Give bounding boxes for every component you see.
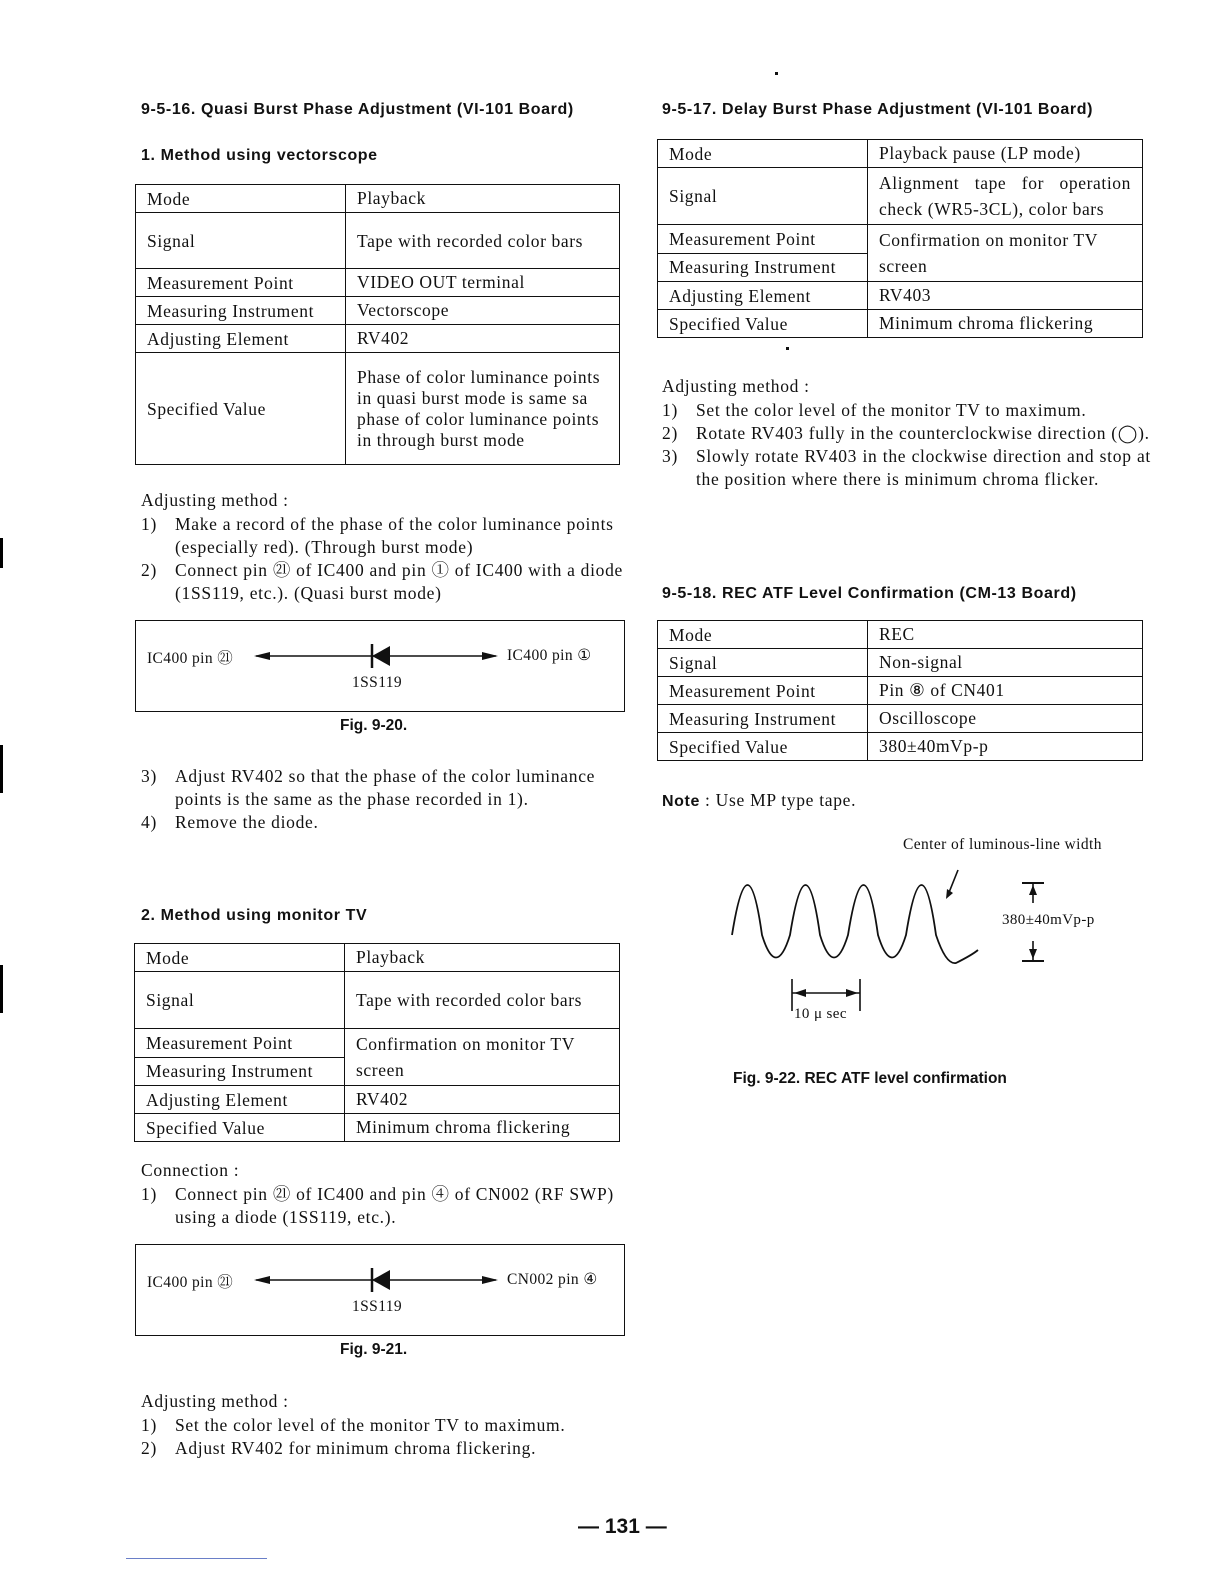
table-cell-value: Tape with recorded color bars xyxy=(345,972,620,1029)
table-cell-value: Oscilloscope xyxy=(868,705,1143,733)
connection-steps xyxy=(141,1183,631,1229)
adjusting-method-label-right: Adjusting method : xyxy=(662,376,810,396)
note-text: : Use MP type tape. xyxy=(705,790,857,810)
table-cell-label: Signal xyxy=(658,649,868,677)
step-number: 1) xyxy=(662,400,678,420)
section-title-9-5-17: 9-5-17. Delay Burst Phase Adjustment (VI-101 Board) xyxy=(662,101,1094,118)
table-cell-value: RV402 xyxy=(345,1086,620,1114)
list-item xyxy=(662,445,1151,491)
table-cell-value: VIDEO OUT terminal xyxy=(346,269,620,297)
adjusting-method-label: Adjusting method : xyxy=(141,490,289,510)
list-item xyxy=(141,513,631,559)
steps-list-1b xyxy=(141,765,631,834)
table-cell-label: Signal xyxy=(658,168,868,225)
table-cell-label: Signal xyxy=(136,213,346,269)
diode-label: 1SS119 xyxy=(352,674,403,691)
dot-mark xyxy=(786,347,789,350)
steps-list-1 xyxy=(141,513,631,605)
figure-9-20 xyxy=(135,620,625,712)
table-cell-value: Playback pause (LP mode) xyxy=(868,140,1143,168)
list-item xyxy=(141,811,631,834)
table-cell-label: Measuring Instrument xyxy=(658,705,868,733)
fig-left-label: IC400 pin ㉑ xyxy=(147,1274,234,1291)
table-cell-label: Mode xyxy=(135,944,345,972)
table-cell-value: Minimum chroma flickering xyxy=(868,310,1143,338)
table-cell-label: Mode xyxy=(658,140,868,168)
fig-right-label: CN002 pin ④ xyxy=(507,1271,598,1288)
table-cell-value: Non-signal xyxy=(868,649,1143,677)
step-number: 3) xyxy=(662,446,678,466)
spec-table-monitor xyxy=(134,943,620,1142)
table-cell-value: Vectorscope xyxy=(346,297,620,325)
step-number: 1) xyxy=(141,1415,157,1435)
table-cell-label: Specified Value xyxy=(135,1114,345,1142)
note-label: Note xyxy=(662,793,700,810)
table-cell-label: Measuring Instrument xyxy=(135,1057,345,1086)
table-cell-value: Alignment tape for operation check (WR5-3CL), color bars xyxy=(868,168,1143,225)
step-number: 2) xyxy=(141,1438,157,1458)
step-number: 1) xyxy=(141,514,157,534)
steps-list-right xyxy=(662,399,1151,491)
table-cell-value: Playback xyxy=(346,185,620,213)
table-cell-label: Specified Value xyxy=(136,353,346,465)
list-item xyxy=(141,559,631,605)
table-cell-value: Playback xyxy=(345,944,620,972)
list-item xyxy=(141,765,631,811)
list-item xyxy=(141,1437,631,1460)
table-cell-label: Measurement Point xyxy=(136,269,346,297)
table-cell-label: Measurement Point xyxy=(658,677,868,705)
table-cell-value: 380±40mVp-p xyxy=(868,733,1143,761)
step-text: Remove the diode. xyxy=(175,812,319,832)
dot-mark xyxy=(775,72,778,75)
margin-mark xyxy=(0,965,3,1013)
figure-9-21 xyxy=(135,1244,625,1336)
step-text: Make a record of the phase of the color luminance points (especially red). (Through burst mode) xyxy=(175,514,614,557)
table-cell-label: Adjusting Element xyxy=(135,1086,345,1114)
table-cell-value: Pin ⑧ of CN401 xyxy=(868,677,1143,705)
steps-list-2 xyxy=(141,1414,631,1460)
step-number: 2) xyxy=(662,423,678,443)
table-cell-value: REC xyxy=(868,621,1143,649)
table-cell-value: RV403 xyxy=(868,282,1143,310)
table-cell-label: Signal xyxy=(135,972,345,1029)
table-cell-label: Measuring Instrument xyxy=(658,253,868,282)
table-cell-value: RV402 xyxy=(346,325,620,353)
table-cell-label: Adjusting Element xyxy=(136,325,346,353)
section-title-9-5-18: 9-5-18. REC ATF Level Confirmation (CM-13 Board) xyxy=(662,585,1077,602)
table-cell-label: Adjusting Element xyxy=(658,282,868,310)
step-number: 1) xyxy=(141,1184,157,1204)
figure-caption-9-20: Fig. 9-20. xyxy=(340,717,408,734)
fig-right-label: IC400 pin ① xyxy=(507,647,592,664)
step-text: Connect pin ㉑ of IC400 and pin ① of IC400 with a diode (1SS119, etc.). (Quasi burst mode) xyxy=(175,560,624,603)
step-number: 3) xyxy=(141,766,157,786)
table-cell-label: Measuring Instrument xyxy=(136,297,346,325)
step-text: Rotate RV403 fully in the counterclockwise direction (◯). xyxy=(696,423,1150,443)
list-item xyxy=(141,1183,631,1229)
table-cell-value: Confirmation on monitor TV screen xyxy=(868,225,1143,282)
table-cell-value: Phase of color luminance points in quasi burst mode is same sa phase of color luminance points in through burst mode xyxy=(346,353,620,465)
margin-mark xyxy=(0,745,3,793)
step-text: Set the color level of the monitor TV to maximum. xyxy=(175,1415,566,1435)
table-cell-label: Measurement Point xyxy=(135,1029,345,1058)
diode-diagram xyxy=(136,1245,624,1335)
page-number: — 131 — xyxy=(578,1515,667,1538)
table-cell-value: Tape with recorded color bars xyxy=(346,213,620,269)
adjusting-method-label-2: Adjusting method : xyxy=(141,1391,289,1411)
step-text: Slowly rotate RV403 in the clockwise direction and stop at the position where there is minimum chroma flicker. xyxy=(696,446,1151,489)
method1-title: 1. Method using vectorscope xyxy=(141,147,378,164)
table-cell-label: Specified Value xyxy=(658,733,868,761)
figure-caption-9-22: Fig. 9-22. REC ATF level confirmation xyxy=(733,1070,1007,1087)
list-item xyxy=(141,1414,631,1437)
step-number: 2) xyxy=(141,560,157,580)
method2-title: 2. Method using monitor TV xyxy=(141,907,368,924)
diode-diagram xyxy=(136,621,624,711)
spec-table-delay-burst xyxy=(657,139,1143,338)
step-text: Connect pin ㉑ of IC400 and pin ④ of CN002 (RF SWP) using a diode (1SS119, etc.). xyxy=(175,1184,614,1227)
center-line-label: Center of luminous-line width xyxy=(903,836,1102,853)
diode-label: 1SS119 xyxy=(352,1298,403,1315)
note xyxy=(662,789,856,813)
list-item xyxy=(662,422,1151,445)
period-label: 10 μ sec xyxy=(794,1006,847,1022)
table-cell-label: Specified Value xyxy=(658,310,868,338)
step-text: Set the color level of the monitor TV to maximum. xyxy=(696,400,1087,420)
figure-caption-9-21: Fig. 9-21. xyxy=(340,1341,408,1358)
fig-left-label: IC400 pin ㉑ xyxy=(147,650,234,667)
amplitude-label: 380±40mVp-p xyxy=(1002,912,1095,928)
margin-mark xyxy=(0,538,3,568)
section-title-9-5-16: 9-5-16. Quasi Burst Phase Adjustment (VI-101 Board) xyxy=(141,101,574,118)
connection-label: Connection : xyxy=(141,1160,240,1180)
spec-table-vectorscope xyxy=(135,184,620,465)
footer-rule xyxy=(126,1558,267,1559)
table-cell-label: Mode xyxy=(136,185,346,213)
table-cell-label: Mode xyxy=(658,621,868,649)
atf-waveform-diagram xyxy=(720,855,1120,1030)
table-cell-label: Measurement Point xyxy=(658,225,868,254)
list-item xyxy=(662,399,1151,422)
spec-table-rec-atf xyxy=(657,620,1143,761)
table-cell-value: Confirmation on monitor TV screen xyxy=(345,1029,620,1086)
table-cell-value: Minimum chroma flickering xyxy=(345,1114,620,1142)
step-text: Adjust RV402 so that the phase of the color luminance points is the same as the phase recorded in 1). xyxy=(175,766,596,809)
step-text: Adjust RV402 for minimum chroma flickering. xyxy=(175,1438,537,1458)
step-number: 4) xyxy=(141,812,157,832)
